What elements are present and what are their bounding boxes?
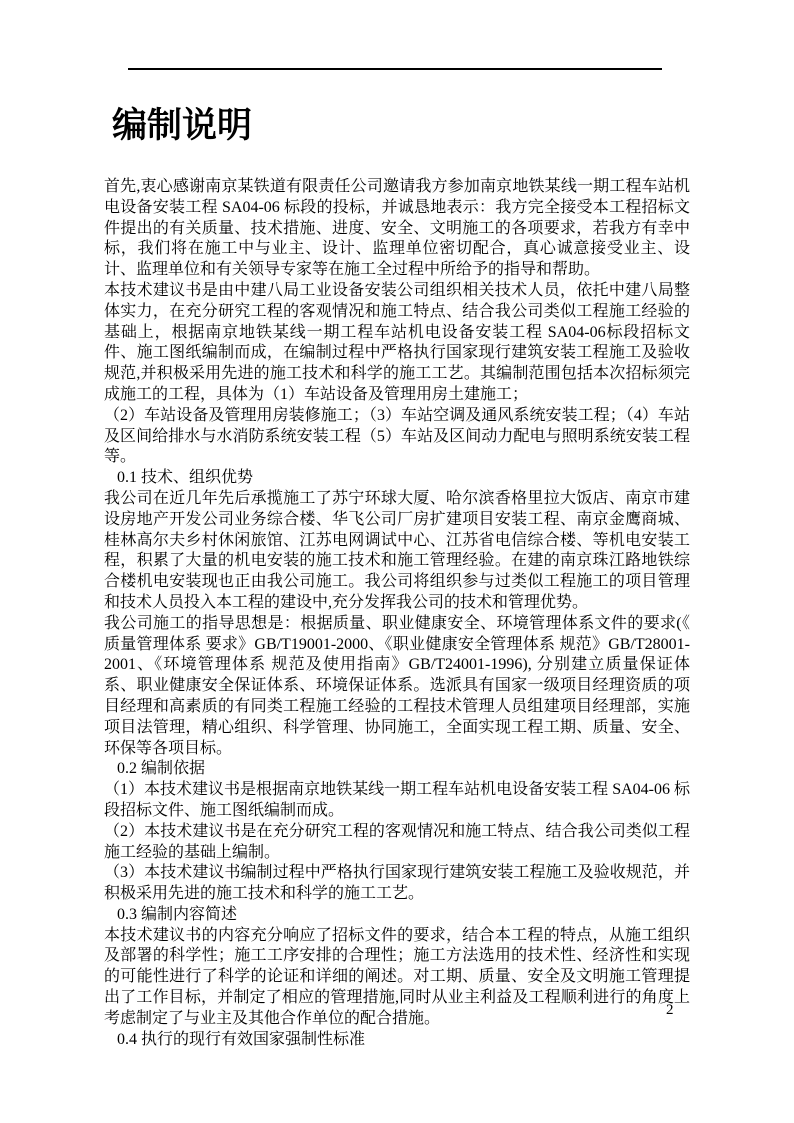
- section-heading-0-1: 0.1 技术、组织优势: [117, 469, 254, 487]
- document-body: [104, 177, 690, 1050]
- body-paragraph-basis: 本技术建议书是由中建八局工业设备安装公司组织相关技术人员，依托中建八局整体实力，在充分研究工程的客观情况和施工特点、结合我公司类似工程施工经验的基础上，根据南京地铁某线一期工程车站机电设备安装工程 SA04-06标段招标文件、施工图纸编制而成，在编制过程中严格执行国家现行建筑安装工程施工及验收规范,并积极采用先进的施工技术和科学的施工工艺。其编制范围包括本次招标须完成施工的工程，具体为（1）车站设备及管理用房土建施工；: [104, 281, 690, 403]
- section-heading-0-2: 0.2 编制依据: [117, 760, 206, 778]
- body-paragraph-guiding-idea: 我公司施工的指导思想是：根据质量、职业健康安全、环境管理体系文件的要求(《 质量管理体系 要求》GB/T19001-2000、《职业健康安全管理体系 规范》GB/T28001-2001、《环境管理体系 规范及使用指南》GB/T24001-1996), 分别建立质量保证体系、职业健康安全保证体系、环境保证体系。选派具有国家一级项目经理资质的项目经理和高素质的有同类工程施工经验的工程技术管理人员组建项目经理部，实施项目法管理，精心组织、科学管理、协同施工，全面实现工程工期、质量、安全、环保等各项目标。: [104, 614, 690, 757]
- document-title: 编制说明: [112, 106, 253, 145]
- page-number: 2: [666, 1002, 674, 1018]
- body-paragraph-basis-item-1: （1）本技术建议书是根据南京地铁某线一期工程车站机电设备安装工程 SA04-06 标段招标文件、施工图纸编制而成。: [104, 781, 690, 819]
- body-paragraph-basis-item-3: （3）本技术建议书编制过程中严格执行国家现行建筑安装工程施工及验收规范，并积极采用先进的施工技术和科学的施工工艺。: [104, 864, 690, 903]
- header-rule: [128, 68, 662, 70]
- section-heading-0-4: 0.4 执行的现行有效国家强制性标准: [117, 1030, 366, 1048]
- body-paragraph-scope-items: （2）车站设备及管理用房装修施工；（3）车站空调及通风系统安装工程；（4）车站及区间给排水与水消防系统安装工程（5）车站及区间动力配电与照明系统安装工程等。: [104, 406, 690, 466]
- body-paragraph-intro: 首先,衷心感谢南京某铁道有限责任公司邀请我方参加南京地铁某线一期工程车站机电设备安装工程 SA04-06 标段的投标，并诚恳地表示：我方完全接受本工程招标文件提出的有关质量、技术措施、进度、安全、文明施工的各项要求，若我方有幸中标，我们将在施工中与业主、设计、监理单位密切配合，真心诚意接受业主、设计、监理单位和有关领导专家等在施工全过程中所给予的指导和帮助。: [104, 178, 690, 279]
- body-paragraph-experience: 我公司在近几年先后承揽施工了苏宁环球大厦、哈尔滨香格里拉大饭店、南京市建设房地产开发公司业务综合楼、华飞公司厂房扩建项目安装工程、南京金鹰商城、桂林高尔夫乡村休闲旅馆、江苏电网调试中心、江苏省电信综合楼、等机电安装工程，积累了大量的机电安装的施工技术和施工管理经验。在建的南京珠江路地铁综合楼机电安装现也正由我公司施工。我公司将组织参与过类似工程施工的项目管理和技术人员投入本工程的建设中,充分发挥我公司的技术和管理优势。: [104, 489, 690, 611]
- body-paragraph-basis-item-2: （2）本技术建议书是在充分研究工程的客观情况和施工特点、结合我公司类似工程施工经验的基础上编制。: [104, 822, 690, 861]
- body-paragraph-content-brief: 本技术建议书的内容充分响应了招标文件的要求，结合本工程的特点，从施工组织及部署的科学性；施工工序安排的合理性；施工方法选用的技术性、经济性和实现的可能性进行了科学的论证和详细的阐述。对工期、质量、安全及文明施工管理提出了工作目标，并制定了相应的管理措施,同时从业主利益及工程顺利进行的角度上考虑制定了与业主及其他合作单位的配合措施。: [104, 926, 690, 1027]
- section-heading-0-3: 0.3 编制内容简述: [117, 905, 238, 923]
